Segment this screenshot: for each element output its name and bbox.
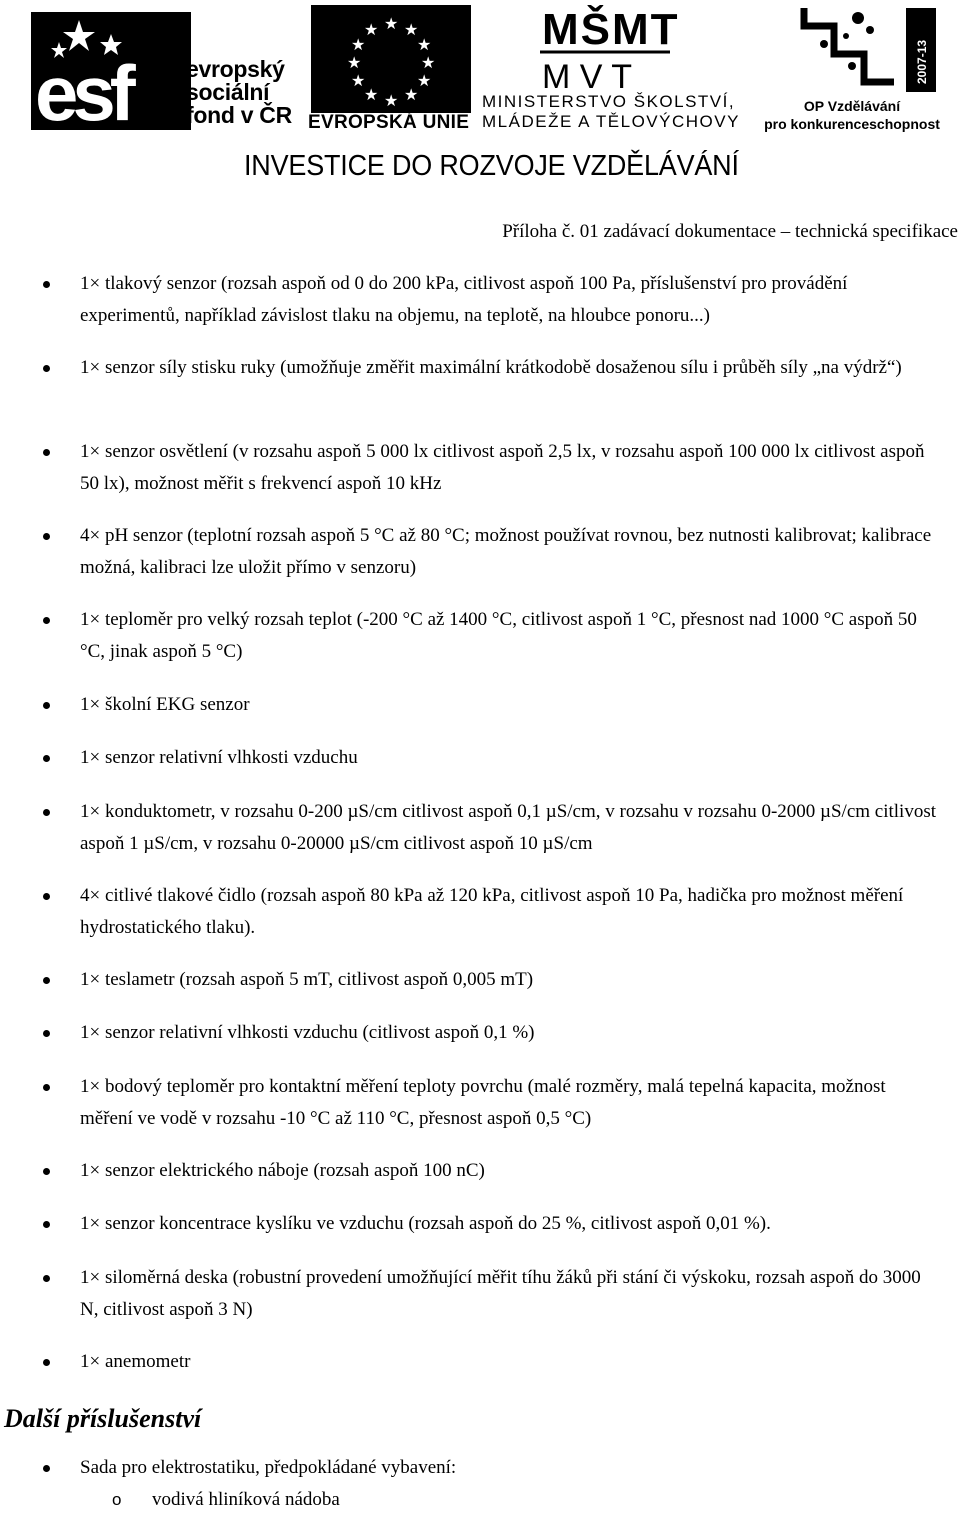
list-item: 1× anemometr (80, 1346, 940, 1378)
esf-name (186, 58, 292, 127)
esf-name-line: evropský (186, 56, 285, 82)
svg-text:★: ★ (404, 85, 419, 104)
list-item: 1× siloměrná deska (robustní provedení umožňující měřit tíhu žáků při stání či výskoku, rozsah aspoň do 3000 N, citlivost aspoň 3 N) (80, 1262, 940, 1326)
msmt-name-line: MINISTERSTVO ŠKOLSTVÍ, (482, 92, 736, 111)
svg-text:★: ★ (364, 20, 379, 39)
op-name-line: pro konkurenceschopnost (764, 116, 940, 132)
svg-text:★: ★ (417, 35, 432, 54)
list-item: 4× citlivé tlakové čidlo (rozsah aspoň 80 kPa až 120 kPa, citlivost aspoň 10 Pa, hadička pro možnost měření hydrostatického tlaku). (80, 880, 940, 944)
list-item: 1× teslametr (rozsah aspoň 5 mT, citlivost aspoň 0,005 mT) (80, 964, 940, 996)
logo-header (0, 0, 960, 190)
msmt-logo-text: MŠMT (542, 5, 678, 54)
svg-text:★: ★ (384, 14, 399, 33)
msmt-logo-lower: M V T (542, 58, 633, 92)
annex-label: Příloha č. 01 zadávací dokumentace – technická specifikace (502, 221, 958, 242)
op-name (764, 97, 940, 133)
svg-text:★: ★ (364, 85, 379, 104)
op-name-line: OP Vzdělávání (803, 98, 901, 114)
msmt-name (482, 92, 740, 132)
svg-text:★: ★ (351, 35, 366, 54)
svg-text:★: ★ (384, 91, 399, 110)
list-item (80, 1452, 940, 1510)
list-item: 1× bodový teploměr pro kontaktní měření teploty povrchu (malé rozměry, malá tepelná kapacita, možnost měření ve vodě v rozsahu -10 °C až 110 °C, přesnost aspoň 0,5 °C) (80, 1071, 940, 1135)
eu-label: EVROPSKÁ UNIE (308, 112, 470, 133)
list-item: 1× školní EKG senzor (80, 689, 940, 721)
list-item: 1× senzor relativní vlhkosti vzduchu (80, 742, 940, 774)
accessory-item-label: Sada pro elektrostatiku, předpokládané vybavení: (80, 1457, 457, 1478)
esf-star-icon (31, 12, 191, 130)
esf-logo (31, 12, 191, 130)
esf-name-line: sociální (186, 79, 270, 105)
list-item: 1× senzor koncentrace kyslíku ve vzduchu (rozsah aspoň do 25 %, citlivost aspoň 0,01 %). (80, 1208, 940, 1240)
sub-list-item: o vodivá hliníková nádoba (152, 1484, 340, 1516)
list-item: 1× senzor osvětlení (v rozsahu aspoň 5 000 lx citlivost aspoň 2,5 lx, v rozsahu aspoň 100 000 lx citlivost aspoň 50 lx), možnost měřit s frekvencí aspoň 10 kHz (80, 436, 940, 500)
eu-flag-icon (311, 5, 471, 113)
investice-banner: INVESTICE DO ROZVOJE VZDĚLÁVÁNÍ (244, 150, 739, 182)
msmt-name-line: MLÁDEŽE A TĚLOVÝCHOVY (482, 112, 740, 131)
list-item: 1× senzor relativní vlhkosti vzduchu (citlivost aspoň 0,1 %) (80, 1017, 940, 1049)
list-item: 1× senzor elektrického náboje (rozsah aspoň 100 nC) (80, 1155, 940, 1187)
svg-text:★: ★ (417, 71, 432, 90)
op-years: 2007-13 (915, 39, 929, 84)
list-item: 1× konduktometr, v rozsahu 0-200 µS/cm citlivost aspoň 0,1 µS/cm, v rozsahu v rozsahu 0-2000 µS/cm citlivost aspoň 1 µS/cm, v rozsahu 0-20000 µS/cm citlivost aspoň 10 µS/cm (80, 796, 940, 860)
op-logo (800, 4, 940, 96)
list-item: 1× senzor síly stisku ruky (umožňuje změřit maximální krátkodobě dosaženou sílu i průběh síly „na výdrž“) (80, 352, 940, 384)
msmt-logo (538, 4, 678, 97)
svg-text:★: ★ (351, 71, 366, 90)
list-item: 1× tlakový senzor (rozsah aspoň od 0 do 200 kPa, citlivost aspoň 100 Pa, příslušenství pro provádění experimentů, například závislost tlaku na objemu, na teplotě, na hloubce ponoru...) (80, 268, 940, 332)
svg-text:★: ★ (404, 20, 419, 39)
esf-logo-text: esf (35, 49, 130, 130)
svg-text:★: ★ (421, 53, 436, 72)
esf-name-line: fond v ČR (186, 102, 292, 128)
list-item: 1× teploměr pro velký rozsah teplot (-200 °C až 1400 °C, citlivost aspoň 1 °C, přesnost nad 1000 °C aspoň 50 °C, jinak aspoň 5 °C) (80, 604, 940, 668)
list-item: 4× pH senzor (teplotní rozsah aspoň 5 °C až 80 °C; možnost používat rovnou, bez nutnosti kalibrovat; kalibrace možná, kalibraci lze uložit přímo v senzoru) (80, 520, 940, 584)
svg-text:★: ★ (347, 53, 362, 72)
section-title: Další příslušenství (4, 1404, 202, 1433)
